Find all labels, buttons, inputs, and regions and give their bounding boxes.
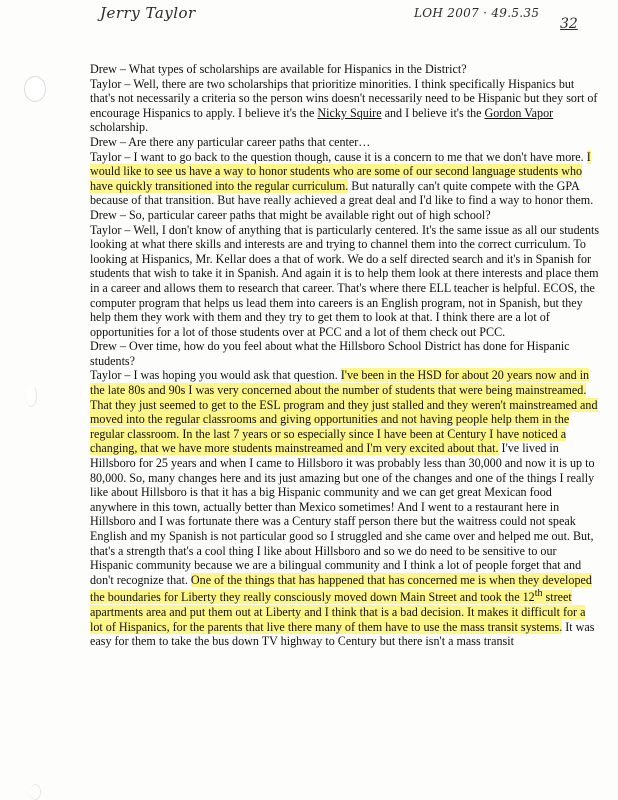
question-career-paths: Drew – Are there any particular career paths that center…: [90, 134, 371, 149]
underlined-name: Gordon Vapor: [484, 105, 554, 120]
highlighted-passage: One of the things that has happened that has concerned me is when they developed the boundaries for Liberty they really consciously moved down Main Street and took the 12th street apartments area and put them out at Liberty and I think that is a bad decision. It makes it difficult for a lot of Hispanics, for the parents that live there many of them have to use the mass transit systems.: [90, 572, 592, 634]
answer-career-paths: Taylor – Well, I don't know of anything that is particularly centered. It's the same issue as all our students looking at what there skills and interests are and trying to channel them into the correct curriculum. To looking at Hispanics, Mr. Kellar does a that of work. We do a self directed search and it's in Spanish for students that wish to take it in Spanish. And again it is to help them look at there interests and place them in a career and allows them to research that career. That's where there ELL teacher is helpful. ECOS, the computer program that helps us lead them into careers is an English program, not in Spanish, but they help them they work with them and they try to get them to look at that. I think there are a lot of opportunities for a lot of those students over at PCC and a lot of them check out PCC.: [90, 222, 600, 339]
question-scholarships: Drew – What types of scholarships are available for Hispanics in the District?: [90, 62, 467, 76]
punch-hole-mark: [26, 385, 37, 407]
handwritten-page-number: 32: [560, 16, 578, 32]
answer-honor-students: Taylor – I want to go back to the question though, cause it is a concern to me that we don't have more. I would like to see us have a way to honor students who are some of our second language students who have quickly transitioned into the regular curriculum. But naturally can't quite compete with the GPA because of that transition. But have really achieved a great deal and I'd like to find a way to honor them.: [90, 149, 594, 208]
question-career-paths-followup: Drew – So, particular career paths that might be available right out of high school?: [90, 207, 491, 222]
punch-hole-mark: [30, 784, 41, 800]
handwritten-interviewee-name: Jerry Taylor: [100, 4, 196, 22]
answer-scholarships: Taylor – Well, there are two scholarships that prioritize minorities. I think specifically Hispanics but that's not necessarily a criteria so the person wins doesn't necessarily need to be Hispanic but they sort of encourage Hispanics to apply. I believe it's the Nicky Squire and I believe it's the Gordon Vapor scholarship.: [90, 76, 598, 135]
highlighted-passage: I would like to see us have a way to honor students who are some of our second language students who have quickly transitioned into the regular curriculum.: [90, 149, 591, 193]
question-district-support: Drew – Over time, how do you feel about what the Hillsboro School District has done for Hispanic students?: [90, 339, 570, 368]
underlined-name: Nicky Squire: [317, 105, 382, 120]
handwritten-archive-reference: LOH 2007 · 49.5.35: [414, 6, 540, 20]
answer-district-support: Taylor – I was hoping you would ask that question. I've been in the HSD for about 20 years now and in the late 80s and 90s I was very concerned about the number of students that were being mainstreamed. That they just seemed to get to the ESL program and they just stalled and they weren't mainstreamed and moved into the regular classrooms and giving opportunities and not having people help them in the regular classroom. In the last 7 years or so especially since I have been at Century I have noticed a changing, that we have more students mainstreamed and I'm very excited about that. I've lived in Hillsboro for 25 years and when I came to Hillsboro it was probably less than 30,000 and now it is up to 80,000. So, many changes here and its just amazing but one of the changes and one of the things I really like about Hillsboro is that it has a big Hispanic community and we can get great Mexican food anywhere in this town, actually better than Mexico sometimes! And I went to a restaurant here in Hillsboro and I was fortunate there was a Century staff person there but the waitress could not speak English and my Spanish is not particular good so I struggled and she came over and helped me out. But, that's a strength that's a cool thing I like about Hillsboro and so we do need to be sensitive to our Hispanic community because we are a bilingual community and I think a lot of people forget that and don't recognize that. One of the things that has happened that has concerned me is when they developed the boundaries for Liberty they really consciously moved down Main Street and took the 12th street apartments area and put them out at Liberty and I think that is a bad decision. It makes it difficult for a lot of Hispanics, for the parents that live there many of them have to use the mass transit systems. It was easy for them to take the bus down TV highway to Century but there isn't a mass transit: [90, 368, 598, 649]
highlighted-passage: I've been in the HSD for about 20 years now and in the late 80s and 90s I was very concerned about the number of students that were being mainstreamed. That they just seemed to get to the ESL program and they just stalled and they weren't mainstreamed and moved into the regular classrooms and giving opportunities and not having people help them in the regular classroom. In the last 7 years or so especially since I have been at Century I have noticed a changing, that we have more students mainstreamed and I'm very excited about that.: [90, 368, 598, 456]
punch-hole-mark: [24, 76, 46, 102]
transcript-body: [90, 62, 600, 649]
